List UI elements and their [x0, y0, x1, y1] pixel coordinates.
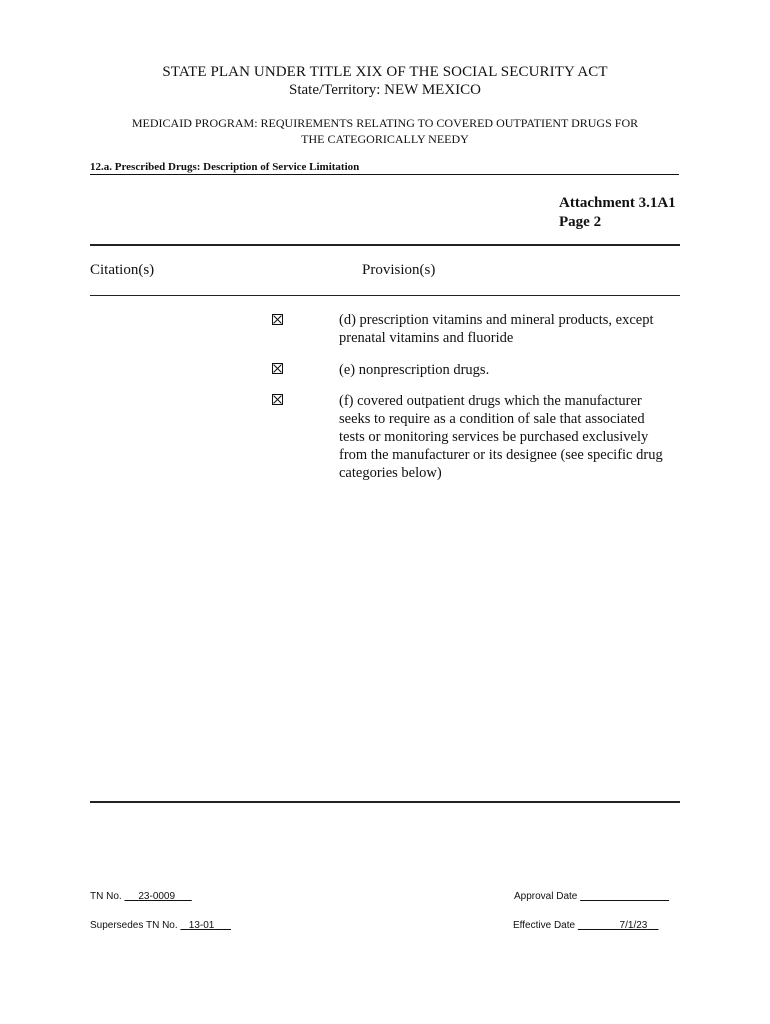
provision-checkbox-e[interactable]	[272, 363, 283, 374]
program-line-2: THE CATEGORICALLY NEEDY	[301, 132, 469, 146]
effective-date	[513, 920, 658, 931]
document-title: STATE PLAN UNDER TITLE XIX OF THE SOCIAL SECURITY ACT	[162, 64, 608, 80]
effective-label: Effective Date	[513, 920, 576, 931]
provision-line: prenatal vitamins and fluoride	[339, 330, 514, 346]
attachment-page: Page 2	[559, 214, 602, 230]
provision-item-d	[339, 311, 684, 347]
provision-checkbox-d[interactable]	[272, 314, 283, 325]
tn-number	[90, 891, 192, 902]
approval-value	[580, 891, 669, 902]
section-title: 12.a. Prescribed Drugs: Description of Service Limitation	[90, 161, 679, 175]
effective-value: 7/1/23	[619, 920, 648, 931]
header-divider	[90, 295, 680, 296]
provision-line: (f) covered outpatient drugs which the manufacturer	[339, 393, 642, 409]
supersedes-label: Supersedes TN No.	[90, 920, 178, 931]
state-territory: State/Territory: NEW MEXICO	[289, 82, 481, 98]
supersedes-tn	[90, 920, 231, 931]
supersedes-value: 13-01	[188, 920, 215, 931]
provision-line: (d) prescription vitamins and mineral products, except	[339, 312, 654, 328]
provision-line: seeks to require as a condition of sale that associated	[339, 411, 645, 427]
bottom-divider	[90, 801, 680, 803]
approval-date	[514, 891, 669, 902]
tn-label: TN No.	[90, 891, 122, 902]
provision-line: categories below)	[339, 465, 442, 481]
approval-label: Approval Date	[514, 891, 578, 902]
provision-line: tests or monitoring services be purchased exclusively	[339, 429, 649, 445]
tn-value: 23-0009	[138, 891, 176, 902]
provision-checkbox-f[interactable]	[272, 394, 283, 405]
attachment-block	[559, 194, 676, 232]
top-divider	[90, 244, 680, 246]
provision-line: from the manufacturer or its designee (see specific drug	[339, 447, 663, 463]
provision-line: (e) nonprescription drugs.	[339, 362, 490, 378]
provision-item-e	[339, 361, 684, 379]
provision-item-f	[339, 392, 684, 482]
attachment-label: Attachment 3.1A1	[559, 195, 676, 211]
provision-column-header: Provision(s)	[362, 262, 436, 278]
program-line-1: MEDICAID PROGRAM: REQUIREMENTS RELATING TO COVERED OUTPATIENT DRUGS FOR	[131, 116, 639, 130]
citation-column-header: Citation(s)	[90, 262, 155, 278]
